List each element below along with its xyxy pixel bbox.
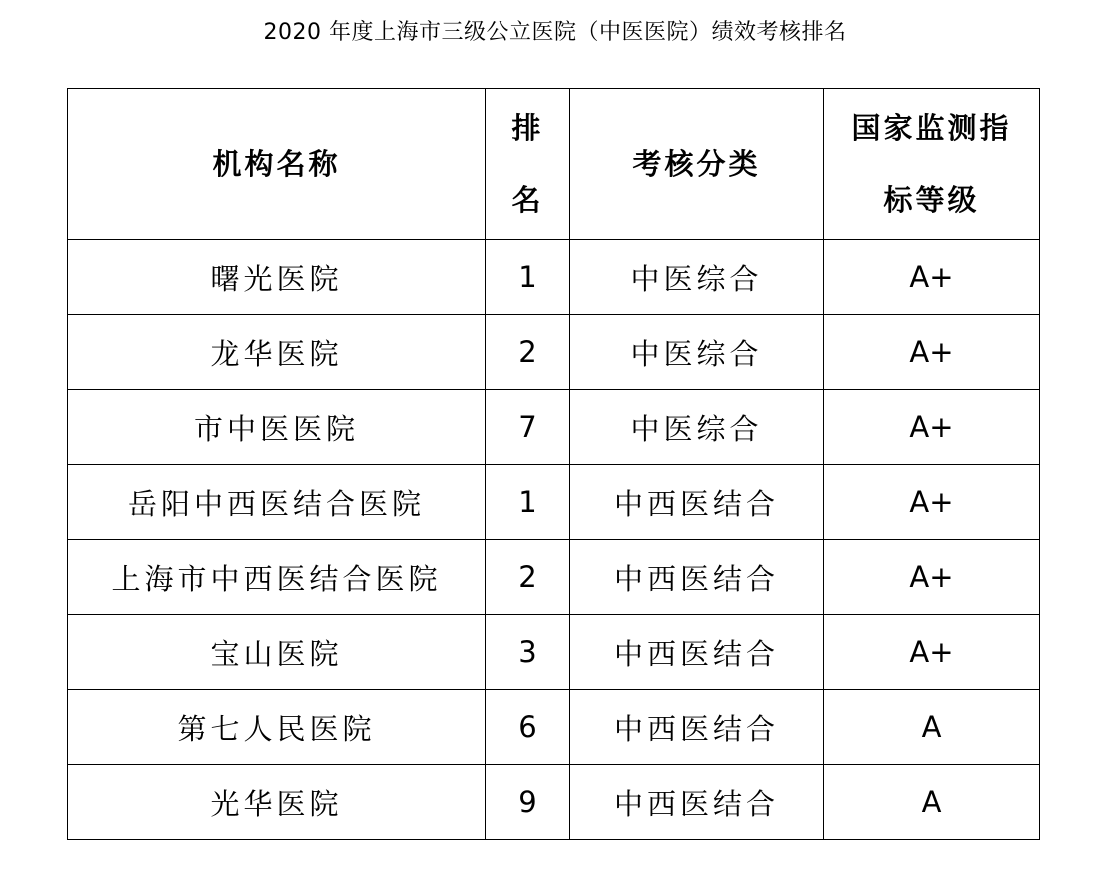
cell-rank: 7 — [486, 390, 570, 465]
header-grade-line1: 国家监测指 — [851, 111, 1012, 145]
cell-institution-name: 光华医院 — [68, 765, 486, 840]
ranking-table — [67, 88, 1040, 840]
cell-rank: 1 — [486, 240, 570, 315]
table-row — [68, 690, 1040, 765]
cell-category: 中西医结合 — [570, 765, 824, 840]
header-national-grade — [824, 89, 1040, 240]
cell-category: 中西医结合 — [570, 615, 824, 690]
header-rank-line2: 名 — [511, 183, 544, 217]
cell-grade: A — [824, 765, 1040, 840]
cell-category: 中西医结合 — [570, 465, 824, 540]
cell-institution-name: 市中医医院 — [68, 390, 486, 465]
header-grade-line2: 标等级 — [883, 183, 980, 217]
table-row — [68, 465, 1040, 540]
cell-institution-name: 岳阳中西医结合医院 — [68, 465, 486, 540]
header-institution-name: 机构名称 — [68, 89, 486, 240]
cell-category: 中医综合 — [570, 390, 824, 465]
cell-institution-name: 曙光医院 — [68, 240, 486, 315]
cell-rank: 1 — [486, 465, 570, 540]
document-title: 2020 年度上海市三级公立医院（中医医院）绩效考核排名 — [263, 20, 847, 45]
cell-category: 中西医结合 — [570, 690, 824, 765]
cell-rank: 3 — [486, 615, 570, 690]
cell-rank: 2 — [486, 540, 570, 615]
cell-rank: 2 — [486, 315, 570, 390]
cell-grade: A+ — [824, 465, 1040, 540]
cell-category: 中西医结合 — [570, 540, 824, 615]
cell-institution-name: 宝山医院 — [68, 615, 486, 690]
table-row — [68, 390, 1040, 465]
cell-grade: A+ — [824, 540, 1040, 615]
header-rank-line1: 排 — [511, 111, 544, 145]
cell-grade: A — [824, 690, 1040, 765]
cell-rank: 6 — [486, 690, 570, 765]
table-row — [68, 765, 1040, 840]
table-row — [68, 240, 1040, 315]
cell-institution-name: 第七人民医院 — [68, 690, 486, 765]
cell-institution-name: 龙华医院 — [68, 315, 486, 390]
cell-category: 中医综合 — [570, 315, 824, 390]
table-row — [68, 540, 1040, 615]
table-header-row — [68, 89, 1040, 240]
cell-grade: A+ — [824, 315, 1040, 390]
header-rank — [486, 89, 570, 240]
cell-institution-name: 上海市中西医结合医院 — [68, 540, 486, 615]
table-row — [68, 315, 1040, 390]
cell-category: 中医综合 — [570, 240, 824, 315]
cell-grade: A+ — [824, 240, 1040, 315]
table-row — [68, 615, 1040, 690]
header-category: 考核分类 — [570, 89, 824, 240]
cell-grade: A+ — [824, 615, 1040, 690]
cell-grade: A+ — [824, 390, 1040, 465]
cell-rank: 9 — [486, 765, 570, 840]
